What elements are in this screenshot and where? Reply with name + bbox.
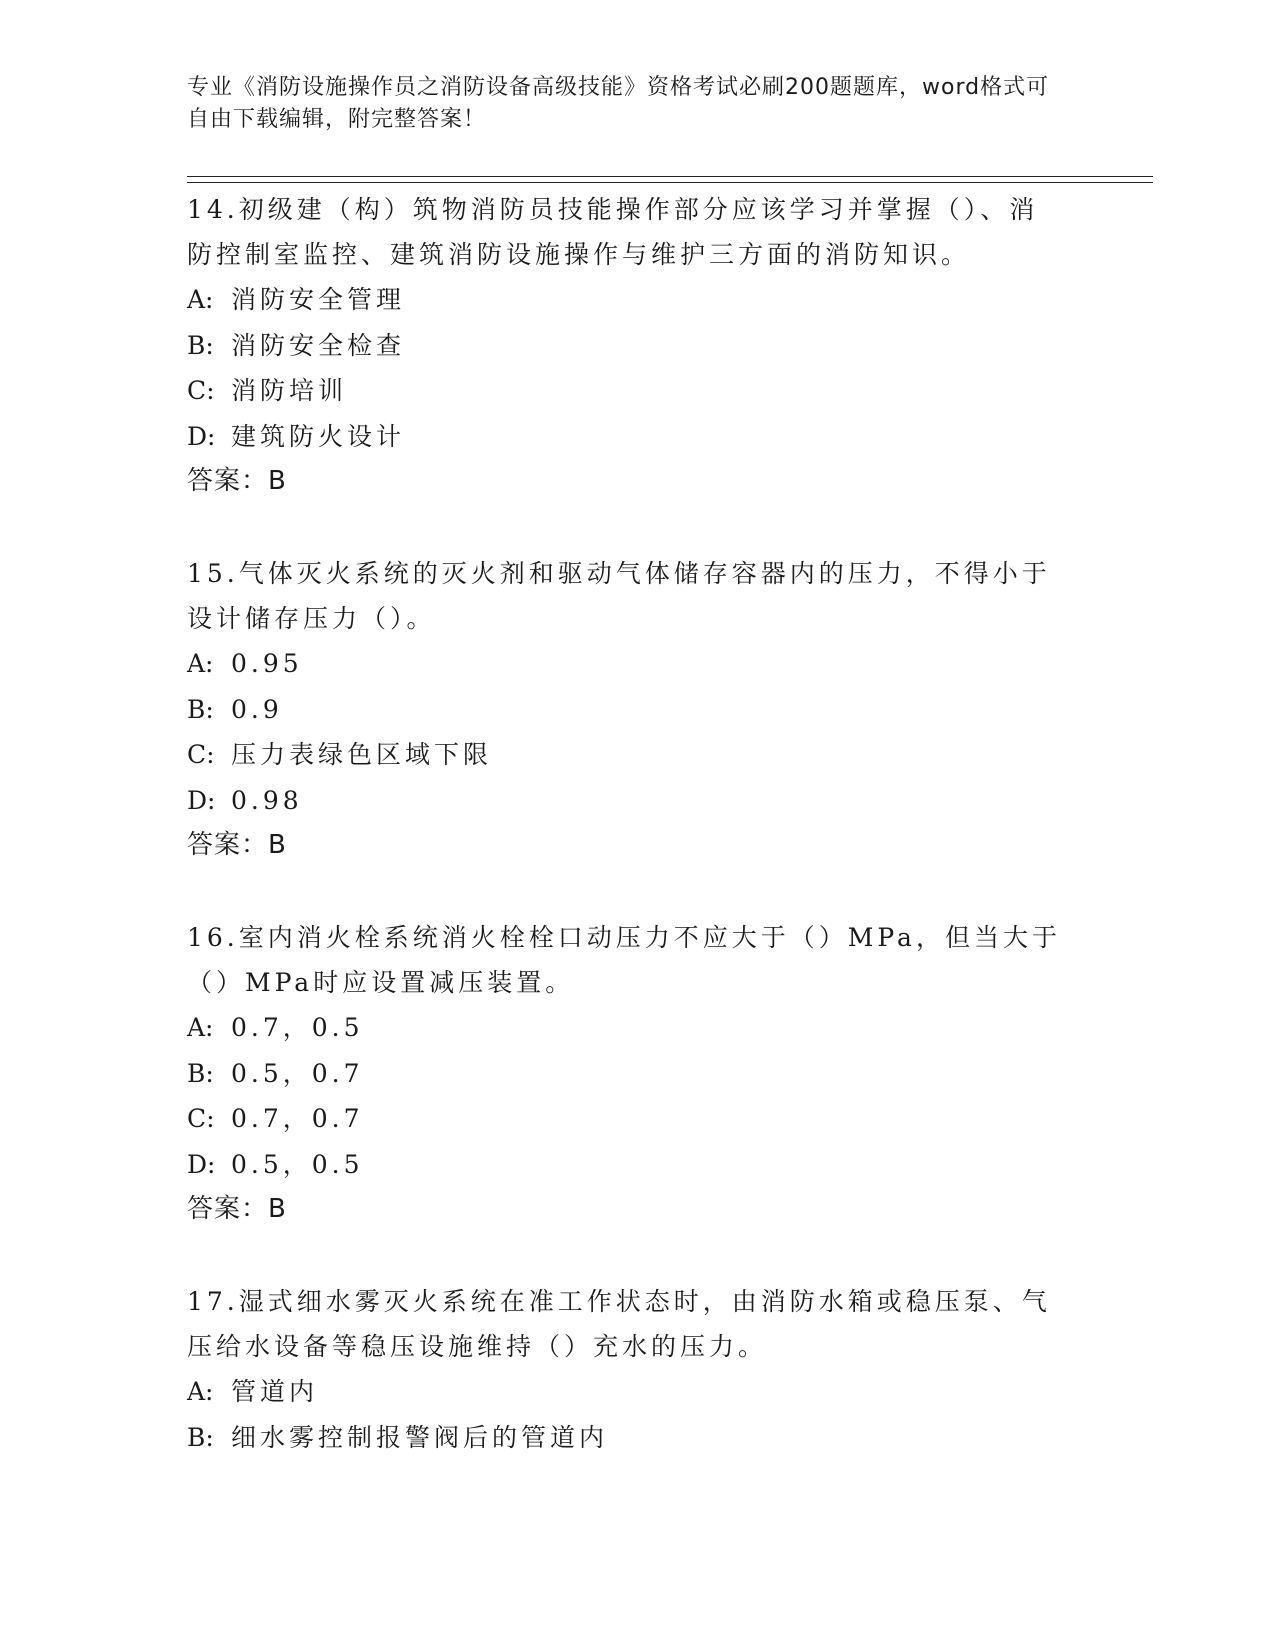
option-letter: B: — [187, 694, 214, 724]
question-stem: 17.湿式细水雾灭火系统在准工作状态时，由消防水箱或稳压泵、气压给水设备等稳压设施维持（）充水的压力。 — [187, 1287, 1051, 1361]
option-text: 消防安全管理 — [231, 285, 406, 314]
question-stem: 16.室内消火栓系统消火栓栓口动压力不应大于（）MPa，但当大于（）MPa时应设置减压装置。 — [187, 923, 1061, 997]
option-a — [187, 277, 1067, 323]
option-text: 管道内 — [231, 1377, 319, 1406]
option-a — [187, 1005, 1067, 1051]
option-text: 压力表绿色区域下限 — [231, 740, 493, 769]
option-letter: A: — [187, 1377, 214, 1406]
option-letter: D: — [187, 785, 216, 815]
option-text: 0.7，0.5 — [231, 1013, 364, 1042]
option-letter: B: — [187, 330, 214, 360]
option-d — [187, 778, 1067, 824]
answer-line: 答案：B — [187, 466, 287, 496]
header-divider-top — [187, 176, 1153, 177]
option-c — [187, 368, 1067, 414]
question-14 — [187, 187, 1067, 504]
option-letter: A: — [187, 285, 214, 314]
answer-line: 答案：B — [187, 1194, 287, 1224]
option-b — [187, 1415, 1067, 1461]
option-b — [187, 1051, 1067, 1097]
option-a — [187, 1369, 1067, 1415]
header-divider-bottom — [187, 182, 1153, 183]
option-d — [187, 1142, 1067, 1188]
document-header: 专业《消防设施操作员之消防设备高级技能》资格考试必刷200题题库，word格式可自由下载编辑，附完整答案！ — [187, 75, 1050, 132]
option-letter: C: — [187, 376, 215, 405]
question-17 — [187, 1279, 1067, 1460]
option-letter: D: — [187, 421, 216, 451]
option-a — [187, 641, 1067, 687]
option-b — [187, 323, 1067, 369]
question-stem: 14.初级建（构）筑物消防员技能操作部分应该学习并掌握（）、消防控制室监控、建筑消防设施操作与维护三方面的消防知识。 — [187, 195, 1039, 269]
option-text: 0.5，0.7 — [231, 1058, 364, 1088]
option-b — [187, 687, 1067, 733]
option-text: 消防安全检查 — [231, 330, 406, 360]
option-text: 0.9 — [231, 694, 283, 724]
option-letter: C: — [187, 1104, 215, 1133]
option-letter: A: — [187, 649, 214, 678]
option-text: 0.98 — [231, 785, 303, 815]
answer-line: 答案：B — [187, 830, 287, 860]
option-text: 0.95 — [231, 649, 303, 678]
option-letter: B: — [187, 1422, 214, 1452]
option-d — [187, 414, 1067, 460]
question-stem: 15.气体灭火系统的灭火剂和驱动气体储存容器内的压力，不得小于设计储存压力（）。 — [187, 559, 1051, 633]
option-text: 0.5，0.5 — [231, 1149, 364, 1179]
option-text: 细水雾控制报警阀后的管道内 — [231, 1422, 609, 1452]
question-15 — [187, 551, 1067, 868]
option-text: 建筑防火设计 — [231, 421, 406, 451]
option-letter: A: — [187, 1013, 214, 1042]
option-text: 0.7，0.7 — [231, 1104, 364, 1133]
option-text: 消防培训 — [231, 376, 348, 405]
option-c — [187, 732, 1067, 778]
option-letter: C: — [187, 740, 215, 769]
option-letter: B: — [187, 1058, 214, 1088]
option-letter: D: — [187, 1149, 216, 1179]
option-c — [187, 1096, 1067, 1142]
question-16 — [187, 915, 1067, 1232]
